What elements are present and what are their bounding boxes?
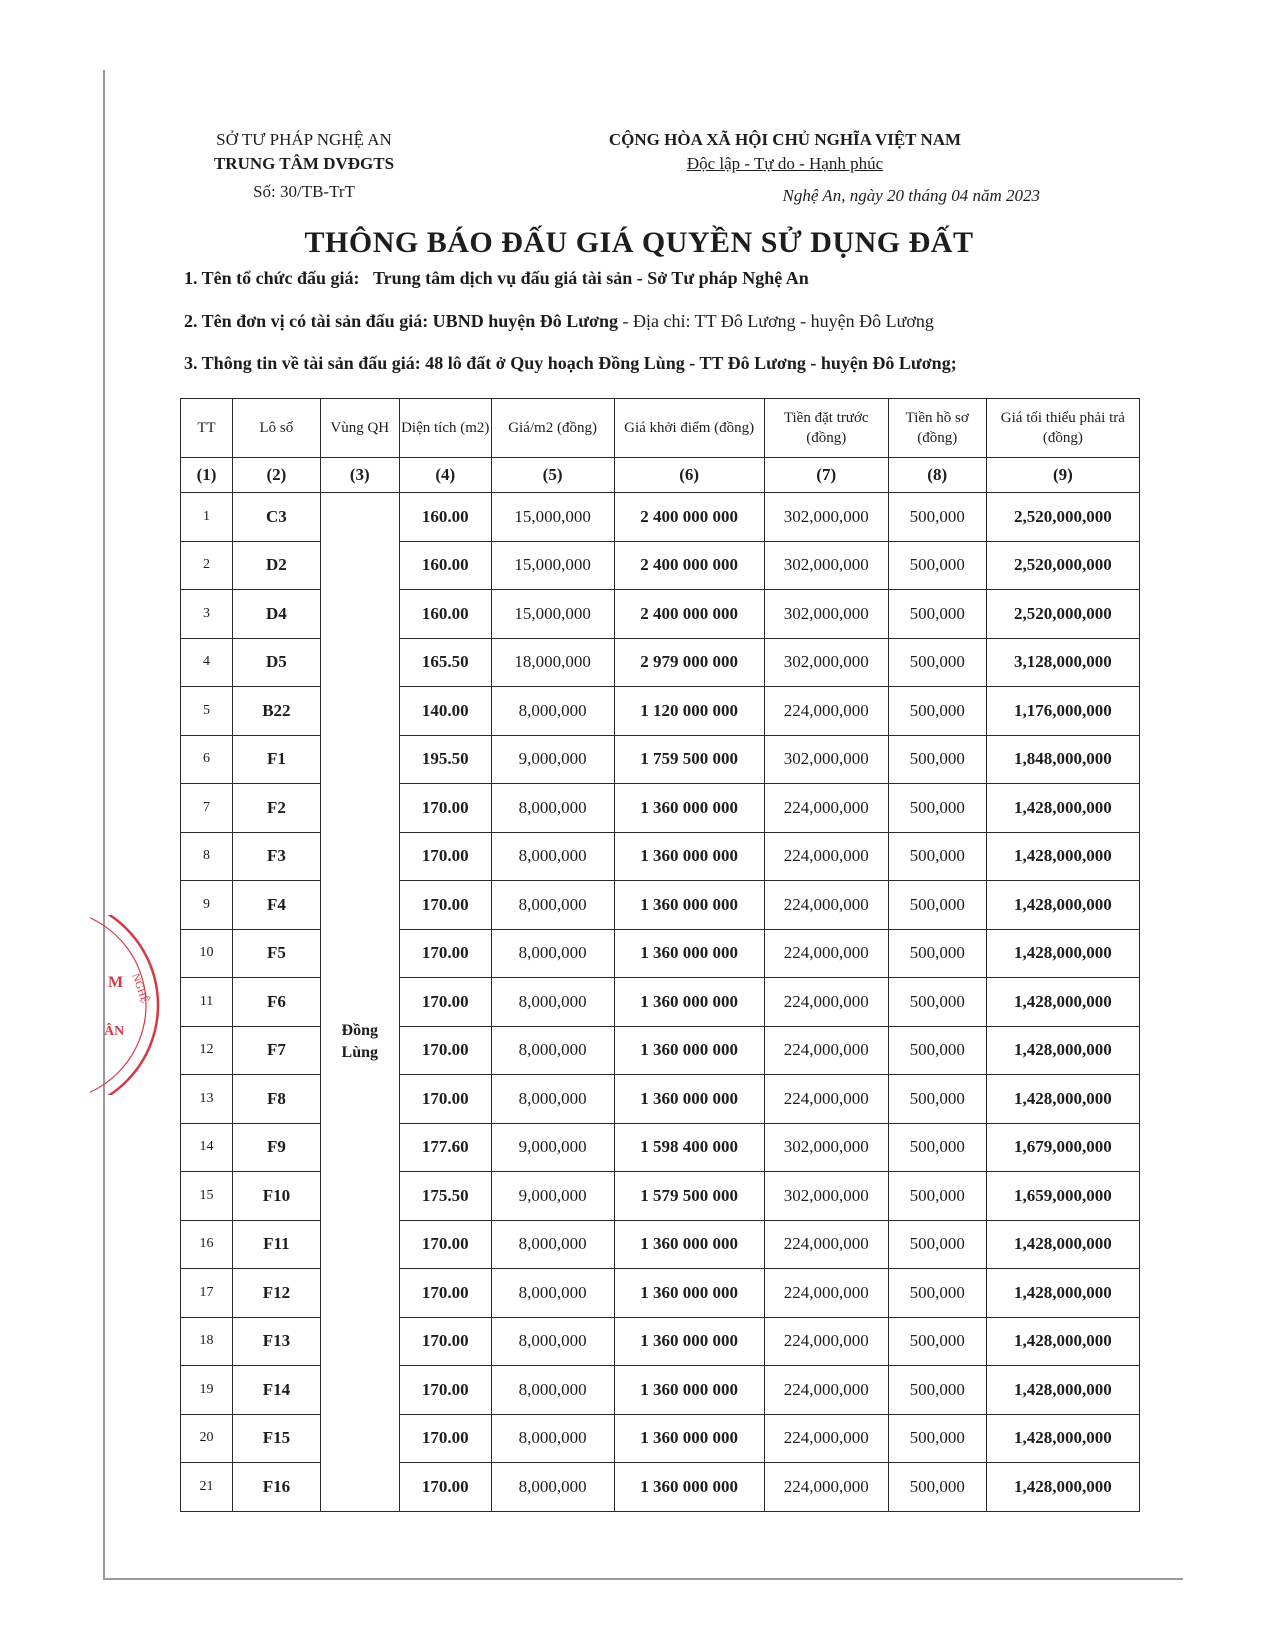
cell-price-per-m2: 8,000,000 bbox=[491, 1414, 614, 1463]
info-item-2-label: 2. Tên đơn vị có tài sản đấu giá: UBND huyện Đô Lương bbox=[184, 311, 618, 331]
cell-document-fee: 500,000 bbox=[888, 832, 986, 881]
cell-start-price: 1 360 000 000 bbox=[614, 1269, 764, 1318]
cell-lot-number: F7 bbox=[233, 1026, 321, 1075]
cell-document-fee: 500,000 bbox=[888, 638, 986, 687]
cell-area: 170.00 bbox=[399, 1220, 491, 1269]
cell-tt: 14 bbox=[181, 1123, 233, 1172]
cell-area: 170.00 bbox=[399, 1075, 491, 1124]
col-header-deposit: Tiền đặt trước (đồng) bbox=[764, 399, 888, 458]
cell-tt: 2 bbox=[181, 541, 233, 590]
document-number: Số: 30/TB-TrT bbox=[253, 182, 355, 201]
cell-deposit: 224,000,000 bbox=[764, 1026, 888, 1075]
cell-minimum-price: 2,520,000,000 bbox=[986, 590, 1139, 639]
cell-document-fee: 500,000 bbox=[888, 1172, 986, 1221]
cell-price-per-m2: 18,000,000 bbox=[491, 638, 614, 687]
cell-tt: 7 bbox=[181, 784, 233, 833]
cell-start-price: 1 759 500 000 bbox=[614, 735, 764, 784]
cell-area: 165.50 bbox=[399, 638, 491, 687]
cell-deposit: 224,000,000 bbox=[764, 978, 888, 1027]
col-header-min-price: Giá tối thiểu phải trả (đồng) bbox=[986, 399, 1139, 458]
cell-lot-number: D2 bbox=[233, 541, 321, 590]
cell-minimum-price: 1,428,000,000 bbox=[986, 1026, 1139, 1075]
cell-price-per-m2: 9,000,000 bbox=[491, 1123, 614, 1172]
seal-fragment-3: NGHỆ bbox=[129, 971, 151, 1005]
cell-lot-number: F16 bbox=[233, 1463, 321, 1512]
cell-lot-number: F15 bbox=[233, 1414, 321, 1463]
cell-document-fee: 500,000 bbox=[888, 493, 986, 542]
cell-tt: 12 bbox=[181, 1026, 233, 1075]
cell-document-fee: 500,000 bbox=[888, 735, 986, 784]
info-item-3-text: 3. Thông tin về tài sản đấu giá: 48 lô đất ở Quy hoạch Đồng Lùng - TT Đô Lương - huyện Đô Lương; bbox=[184, 353, 957, 373]
cell-minimum-price: 3,128,000,000 bbox=[986, 638, 1139, 687]
cell-tt: 18 bbox=[181, 1317, 233, 1366]
nation-name: CỘNG HÒA XÃ HỘI CHỦ NGHĨA VIỆT NAM bbox=[608, 130, 962, 149]
national-heading bbox=[560, 128, 1010, 176]
cell-tt: 4 bbox=[181, 638, 233, 687]
cell-area: 195.50 bbox=[399, 735, 491, 784]
cell-minimum-price: 2,520,000,000 bbox=[986, 541, 1139, 590]
cell-document-fee: 500,000 bbox=[888, 881, 986, 930]
cell-minimum-price: 1,428,000,000 bbox=[986, 929, 1139, 978]
cell-lot-number: F1 bbox=[233, 735, 321, 784]
col-number: (7) bbox=[764, 458, 888, 493]
cell-lot-number: F5 bbox=[233, 929, 321, 978]
cell-lot-number: F9 bbox=[233, 1123, 321, 1172]
seal-outer-ring bbox=[90, 915, 158, 1095]
col-header-area: Diện tích (m2) bbox=[399, 399, 491, 458]
cell-area: 170.00 bbox=[399, 929, 491, 978]
cell-start-price: 1 120 000 000 bbox=[614, 687, 764, 736]
table-header-row bbox=[181, 399, 1140, 458]
cell-area: 160.00 bbox=[399, 541, 491, 590]
col-header-lot: Lô số bbox=[233, 399, 321, 458]
cell-deposit: 224,000,000 bbox=[764, 1366, 888, 1415]
cell-area: 170.00 bbox=[399, 784, 491, 833]
cell-deposit: 224,000,000 bbox=[764, 929, 888, 978]
cell-tt: 11 bbox=[181, 978, 233, 1027]
cell-lot-number: C3 bbox=[233, 493, 321, 542]
cell-minimum-price: 1,428,000,000 bbox=[986, 1220, 1139, 1269]
cell-deposit: 224,000,000 bbox=[764, 1269, 888, 1318]
cell-document-fee: 500,000 bbox=[888, 1366, 986, 1415]
cell-document-fee: 500,000 bbox=[888, 1317, 986, 1366]
info-item-1-label: 1. Tên tổ chức đấu giá: bbox=[184, 268, 360, 288]
issuer-department: SỞ TƯ PHÁP NGHỆ AN bbox=[216, 130, 392, 149]
cell-document-fee: 500,000 bbox=[888, 784, 986, 833]
cell-zone: Đồng Lùng bbox=[320, 493, 399, 1512]
col-number: (1) bbox=[181, 458, 233, 493]
cell-area: 160.00 bbox=[399, 493, 491, 542]
cell-minimum-price: 1,428,000,000 bbox=[986, 978, 1139, 1027]
cell-deposit: 224,000,000 bbox=[764, 784, 888, 833]
cell-lot-number: F13 bbox=[233, 1317, 321, 1366]
cell-document-fee: 500,000 bbox=[888, 978, 986, 1027]
cell-start-price: 2 979 000 000 bbox=[614, 638, 764, 687]
cell-tt: 16 bbox=[181, 1220, 233, 1269]
cell-lot-number: F11 bbox=[233, 1220, 321, 1269]
cell-deposit: 224,000,000 bbox=[764, 1317, 888, 1366]
cell-price-per-m2: 15,000,000 bbox=[491, 493, 614, 542]
cell-document-fee: 500,000 bbox=[888, 1123, 986, 1172]
cell-tt: 20 bbox=[181, 1414, 233, 1463]
cell-lot-number: F12 bbox=[233, 1269, 321, 1318]
col-header-start-price: Giá khởi điểm (đồng) bbox=[614, 399, 764, 458]
cell-document-fee: 500,000 bbox=[888, 541, 986, 590]
cell-area: 170.00 bbox=[399, 1414, 491, 1463]
cell-start-price: 1 579 500 000 bbox=[614, 1172, 764, 1221]
cell-area: 170.00 bbox=[399, 832, 491, 881]
cell-start-price: 1 360 000 000 bbox=[614, 1414, 764, 1463]
issuer-center: TRUNG TÂM DVĐGTS bbox=[213, 154, 395, 173]
cell-price-per-m2: 8,000,000 bbox=[491, 881, 614, 930]
cell-minimum-price: 1,428,000,000 bbox=[986, 784, 1139, 833]
cell-deposit: 302,000,000 bbox=[764, 1123, 888, 1172]
cell-start-price: 2 400 000 000 bbox=[614, 541, 764, 590]
cell-area: 160.00 bbox=[399, 590, 491, 639]
cell-deposit: 224,000,000 bbox=[764, 1463, 888, 1512]
info-item-1-value: Trung tâm dịch vụ đấu giá tài sản - Sở Tư pháp Nghệ An bbox=[372, 268, 809, 288]
cell-start-price: 1 360 000 000 bbox=[614, 1463, 764, 1512]
cell-document-fee: 500,000 bbox=[888, 1463, 986, 1512]
cell-document-fee: 500,000 bbox=[888, 1220, 986, 1269]
cell-document-fee: 500,000 bbox=[888, 1075, 986, 1124]
cell-document-fee: 500,000 bbox=[888, 1026, 986, 1075]
cell-deposit: 302,000,000 bbox=[764, 735, 888, 784]
cell-start-price: 1 360 000 000 bbox=[614, 881, 764, 930]
col-number: (2) bbox=[233, 458, 321, 493]
cell-minimum-price: 1,848,000,000 bbox=[986, 735, 1139, 784]
cell-area: 170.00 bbox=[399, 1026, 491, 1075]
cell-price-per-m2: 15,000,000 bbox=[491, 590, 614, 639]
national-motto: Độc lập - Tự do - Hạnh phúc bbox=[686, 154, 884, 173]
cell-minimum-price: 1,428,000,000 bbox=[986, 832, 1139, 881]
cell-price-per-m2: 8,000,000 bbox=[491, 1317, 614, 1366]
seal-fragment-2: ÂN bbox=[104, 1024, 125, 1039]
cell-minimum-price: 1,659,000,000 bbox=[986, 1172, 1139, 1221]
cell-tt: 8 bbox=[181, 832, 233, 881]
cell-price-per-m2: 9,000,000 bbox=[491, 1172, 614, 1221]
cell-start-price: 1 360 000 000 bbox=[614, 1026, 764, 1075]
info-item-3 bbox=[184, 353, 957, 374]
cell-price-per-m2: 8,000,000 bbox=[491, 687, 614, 736]
cell-area: 170.00 bbox=[399, 978, 491, 1027]
cell-lot-number: F8 bbox=[233, 1075, 321, 1124]
cell-minimum-price: 1,176,000,000 bbox=[986, 687, 1139, 736]
cell-lot-number: D5 bbox=[233, 638, 321, 687]
cell-start-price: 1 360 000 000 bbox=[614, 1075, 764, 1124]
cell-deposit: 302,000,000 bbox=[764, 1172, 888, 1221]
cell-area: 175.50 bbox=[399, 1172, 491, 1221]
cell-lot-number: F4 bbox=[233, 881, 321, 930]
info-item-1 bbox=[184, 268, 809, 289]
cell-price-per-m2: 8,000,000 bbox=[491, 1366, 614, 1415]
cell-tt: 15 bbox=[181, 1172, 233, 1221]
red-seal-stamp bbox=[90, 915, 162, 1095]
col-header-tt: TT bbox=[181, 399, 233, 458]
cell-tt: 9 bbox=[181, 881, 233, 930]
cell-minimum-price: 1,428,000,000 bbox=[986, 1269, 1139, 1318]
cell-tt: 21 bbox=[181, 1463, 233, 1512]
cell-start-price: 1 360 000 000 bbox=[614, 1366, 764, 1415]
cell-price-per-m2: 8,000,000 bbox=[491, 978, 614, 1027]
table-row bbox=[181, 493, 1140, 542]
cell-lot-number: F10 bbox=[233, 1172, 321, 1221]
cell-area: 170.00 bbox=[399, 1317, 491, 1366]
col-header-zone: Vùng QH bbox=[320, 399, 399, 458]
cell-price-per-m2: 8,000,000 bbox=[491, 832, 614, 881]
cell-tt: 1 bbox=[181, 493, 233, 542]
cell-deposit: 224,000,000 bbox=[764, 881, 888, 930]
seal-fragment-1: M bbox=[108, 974, 124, 991]
cell-price-per-m2: 8,000,000 bbox=[491, 784, 614, 833]
document-title: THÔNG BÁO ĐẤU GIÁ QUYỀN SỬ DỤNG ĐẤT bbox=[304, 226, 974, 259]
cell-price-per-m2: 8,000,000 bbox=[491, 1220, 614, 1269]
cell-deposit: 224,000,000 bbox=[764, 1220, 888, 1269]
cell-start-price: 1 360 000 000 bbox=[614, 1220, 764, 1269]
cell-start-price: 2 400 000 000 bbox=[614, 590, 764, 639]
cell-area: 170.00 bbox=[399, 1463, 491, 1512]
cell-deposit: 224,000,000 bbox=[764, 1414, 888, 1463]
cell-deposit: 302,000,000 bbox=[764, 590, 888, 639]
col-number: (5) bbox=[491, 458, 614, 493]
cell-area: 140.00 bbox=[399, 687, 491, 736]
cell-area: 177.60 bbox=[399, 1123, 491, 1172]
cell-tt: 10 bbox=[181, 929, 233, 978]
cell-price-per-m2: 8,000,000 bbox=[491, 929, 614, 978]
cell-document-fee: 500,000 bbox=[888, 590, 986, 639]
cell-start-price: 1 598 400 000 bbox=[614, 1123, 764, 1172]
cell-tt: 5 bbox=[181, 687, 233, 736]
cell-minimum-price: 1,679,000,000 bbox=[986, 1123, 1139, 1172]
cell-lot-number: B22 bbox=[233, 687, 321, 736]
auction-lots-table bbox=[180, 398, 1140, 1512]
cell-start-price: 2 400 000 000 bbox=[614, 493, 764, 542]
cell-lot-number: F6 bbox=[233, 978, 321, 1027]
cell-start-price: 1 360 000 000 bbox=[614, 832, 764, 881]
cell-lot-number: D4 bbox=[233, 590, 321, 639]
info-item-2 bbox=[184, 311, 934, 332]
cell-price-per-m2: 9,000,000 bbox=[491, 735, 614, 784]
cell-tt: 19 bbox=[181, 1366, 233, 1415]
cell-price-per-m2: 8,000,000 bbox=[491, 1075, 614, 1124]
col-header-price-m2: Giá/m2 (đồng) bbox=[491, 399, 614, 458]
cell-tt: 3 bbox=[181, 590, 233, 639]
cell-start-price: 1 360 000 000 bbox=[614, 1317, 764, 1366]
col-number: (3) bbox=[320, 458, 399, 493]
document-date: Nghệ An, ngày 20 tháng 04 năm 2023 bbox=[782, 186, 1040, 205]
cell-minimum-price: 1,428,000,000 bbox=[986, 881, 1139, 930]
col-number: (8) bbox=[888, 458, 986, 493]
cell-deposit: 302,000,000 bbox=[764, 493, 888, 542]
cell-price-per-m2: 8,000,000 bbox=[491, 1026, 614, 1075]
cell-start-price: 1 360 000 000 bbox=[614, 784, 764, 833]
cell-start-price: 1 360 000 000 bbox=[614, 978, 764, 1027]
cell-price-per-m2: 15,000,000 bbox=[491, 541, 614, 590]
col-number: (4) bbox=[399, 458, 491, 493]
cell-area: 170.00 bbox=[399, 1366, 491, 1415]
col-number: (9) bbox=[986, 458, 1139, 493]
cell-deposit: 302,000,000 bbox=[764, 541, 888, 590]
cell-lot-number: F14 bbox=[233, 1366, 321, 1415]
cell-tt: 6 bbox=[181, 735, 233, 784]
cell-minimum-price: 1,428,000,000 bbox=[986, 1414, 1139, 1463]
cell-minimum-price: 2,520,000,000 bbox=[986, 493, 1139, 542]
cell-document-fee: 500,000 bbox=[888, 929, 986, 978]
issuer-block bbox=[184, 128, 424, 204]
cell-deposit: 224,000,000 bbox=[764, 832, 888, 881]
info-item-2-value: - Địa chỉ: TT Đô Lương - huyện Đô Lương bbox=[622, 311, 934, 331]
cell-start-price: 1 360 000 000 bbox=[614, 929, 764, 978]
column-number-row bbox=[181, 458, 1140, 493]
cell-document-fee: 500,000 bbox=[888, 1414, 986, 1463]
cell-minimum-price: 1,428,000,000 bbox=[986, 1317, 1139, 1366]
cell-deposit: 224,000,000 bbox=[764, 1075, 888, 1124]
cell-area: 170.00 bbox=[399, 1269, 491, 1318]
cell-minimum-price: 1,428,000,000 bbox=[986, 1463, 1139, 1512]
cell-minimum-price: 1,428,000,000 bbox=[986, 1366, 1139, 1415]
cell-area: 170.00 bbox=[399, 881, 491, 930]
cell-minimum-price: 1,428,000,000 bbox=[986, 1075, 1139, 1124]
cell-lot-number: F3 bbox=[233, 832, 321, 881]
cell-lot-number: F2 bbox=[233, 784, 321, 833]
cell-deposit: 302,000,000 bbox=[764, 638, 888, 687]
cell-tt: 17 bbox=[181, 1269, 233, 1318]
cell-document-fee: 500,000 bbox=[888, 1269, 986, 1318]
cell-deposit: 224,000,000 bbox=[764, 687, 888, 736]
cell-document-fee: 500,000 bbox=[888, 687, 986, 736]
cell-tt: 13 bbox=[181, 1075, 233, 1124]
cell-price-per-m2: 8,000,000 bbox=[491, 1269, 614, 1318]
col-number: (6) bbox=[614, 458, 764, 493]
cell-price-per-m2: 8,000,000 bbox=[491, 1463, 614, 1512]
col-header-fee: Tiền hồ sơ (đồng) bbox=[888, 399, 986, 458]
